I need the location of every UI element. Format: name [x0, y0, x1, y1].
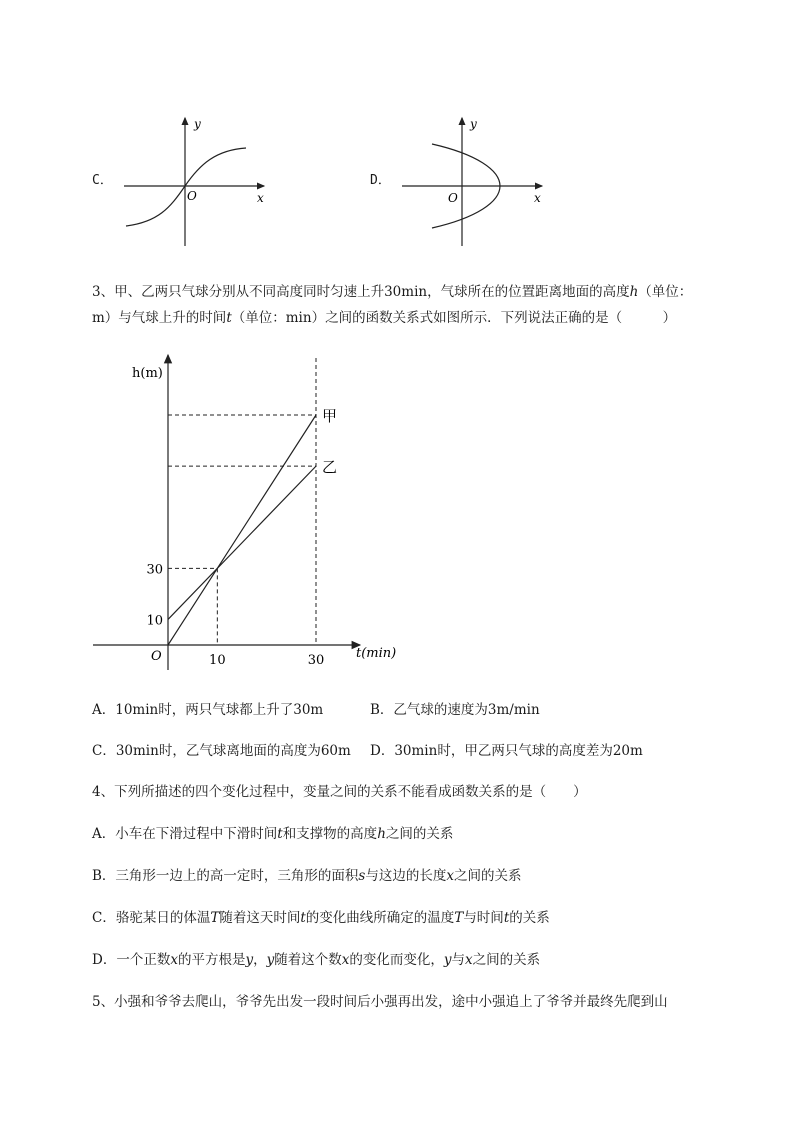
chart-series-line	[168, 415, 316, 645]
q4-text: 之间的关系	[453, 868, 522, 884]
q4-text: 的关系	[509, 910, 550, 926]
q4-text: 与这边的长度	[365, 868, 447, 884]
q4-var: T	[454, 910, 464, 926]
q4-var: y	[266, 952, 275, 968]
option-c-x-label: x	[257, 191, 264, 205]
q3-stem-line1	[92, 282, 692, 302]
q4-var: T	[210, 910, 220, 926]
q3-var-t: t	[226, 310, 232, 326]
q4-var: y	[245, 952, 254, 968]
q4-var: h	[377, 826, 386, 842]
q4-text: C．骆驼某日的体温	[92, 910, 211, 926]
q4-text: 和支撑物的高度	[282, 826, 378, 842]
q4-var: s	[358, 868, 366, 884]
option-c-graph	[118, 112, 278, 252]
chart-x-tick-label: 30	[307, 653, 325, 668]
q4-text: 之间的关系	[385, 826, 454, 842]
q5-stem: 5、小强和爷爷去爬山，爷爷先出发一段时间后小强再出发，途中小强追上了爷爷并最终先爬到山	[92, 994, 668, 1010]
q4-var: t	[300, 910, 306, 926]
chart-series-line	[168, 466, 316, 619]
q4-text: 与时间	[463, 910, 504, 926]
q4-text: B．三角形一边上的高一定时，三角形的面积	[92, 868, 359, 884]
q3-text: （单位：	[638, 284, 693, 300]
q3-choice-d: D．30min时，甲乙两只气球的高度差为20m	[370, 743, 643, 759]
q4-var: t	[503, 910, 510, 926]
q3-chart	[88, 350, 418, 675]
option-d-origin-label: O	[448, 191, 458, 205]
q4-var: x	[341, 952, 350, 968]
q3-choice-b: B．乙气球的速度为3m/min	[370, 702, 540, 718]
q3-text: m）与气球上升的时间	[92, 310, 227, 326]
q4-choice-b	[92, 866, 521, 886]
q4-text: 之间的关系	[472, 952, 541, 968]
q4-var: x	[170, 952, 178, 968]
option-d-y-label: y	[470, 117, 477, 131]
q4-var: x	[465, 952, 473, 968]
option-d-x-label: x	[534, 191, 541, 205]
option-c-curve	[126, 148, 246, 226]
q3-text: 3、甲、乙两只气球分别从不同高度同时匀速上升30min，气球所在的位置距离地面的高度	[92, 284, 630, 300]
q3-text: （单位：min）之间的函数关系式如图所示．下列说法正确的是（ ）	[231, 310, 677, 326]
q4-text: ，	[253, 952, 267, 968]
q4-text: 的平方根是	[177, 952, 246, 968]
q4-choice-a	[92, 824, 453, 844]
option-c-label: C．	[92, 173, 113, 188]
option-d-graph	[396, 112, 556, 252]
q4-text: A．小车在下滑过程中下滑时间	[92, 826, 278, 842]
q4-var: t	[277, 826, 283, 842]
chart-x-tick-label: 10	[209, 653, 226, 668]
q4-choice-d	[92, 950, 540, 970]
chart-series-label: 甲	[322, 407, 338, 425]
chart-series-label: 乙	[322, 458, 338, 477]
option-d-label: D．	[370, 173, 391, 188]
chart-y-tick-label: 30	[146, 562, 163, 578]
q4-text: 的变化而变化，	[349, 952, 444, 968]
chart-x-label: t(min)	[356, 646, 397, 661]
option-c-y-label: y	[194, 117, 201, 131]
q4-choice-c	[92, 908, 550, 928]
q4-text: 随着这天时间	[219, 910, 301, 926]
q3-choice-a: A．10min时，两只气球都上升了30m	[92, 702, 324, 718]
q3-var-h: h	[629, 284, 639, 300]
q4-var: x	[446, 868, 454, 884]
q3-stem-line2	[92, 308, 676, 328]
q4-text: 的变化曲线所确定的温度	[305, 910, 455, 926]
q4-var: y	[443, 952, 452, 968]
q4-text: 随着这个数	[274, 952, 342, 968]
q3-choice-c: C．30min时，乙气球离地面的高度为60m	[92, 743, 351, 759]
chart-y-label: h(m)	[132, 366, 163, 381]
q4-stem: 4、下列所描述的四个变化过程中，变量之间的关系不能看成函数关系的是（ ）	[92, 784, 587, 800]
chart-origin-label: O	[151, 649, 162, 664]
option-c-origin-label: O	[187, 189, 197, 203]
q4-text: 与	[451, 952, 465, 968]
chart-y-tick-label: 10	[146, 613, 163, 629]
q4-text: D．一个正数	[92, 952, 171, 968]
